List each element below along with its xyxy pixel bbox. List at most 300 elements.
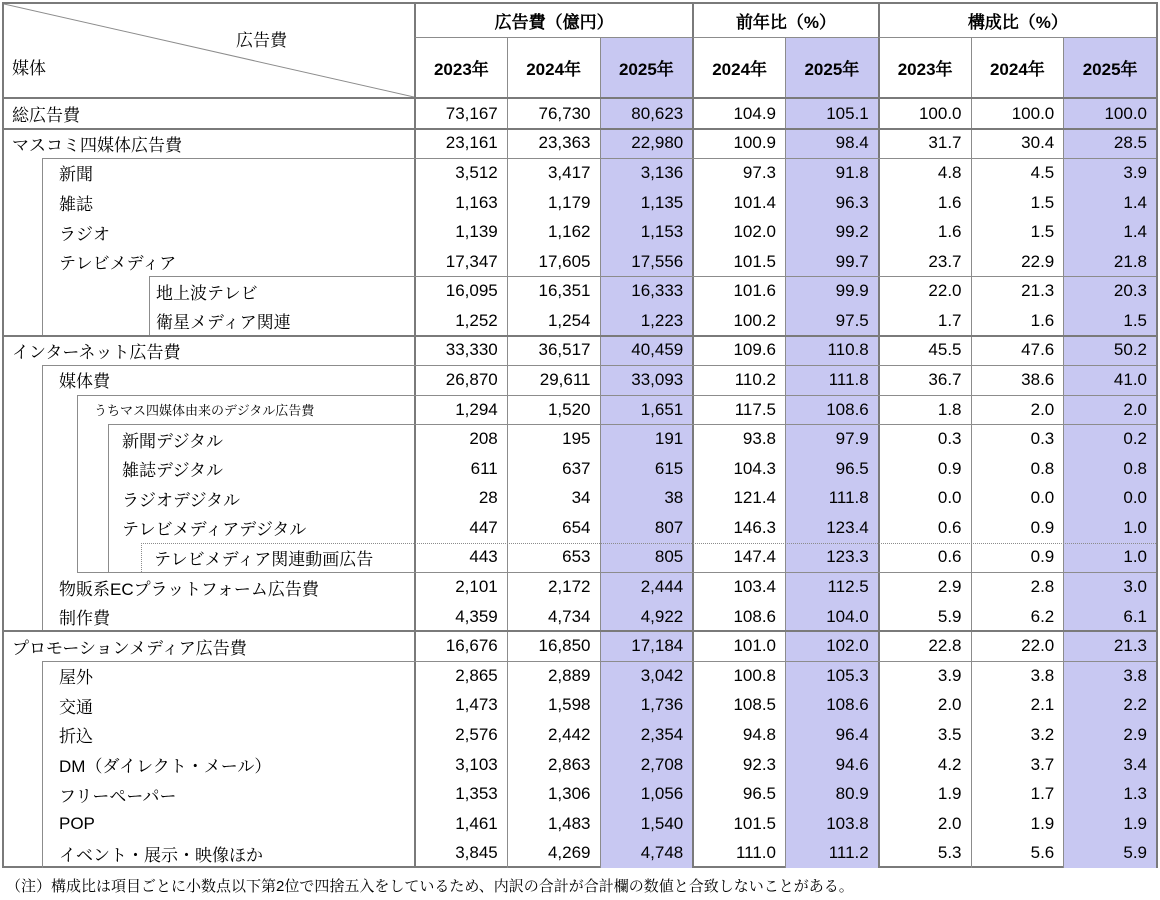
value-cell-cost-2024: 2,889 bbox=[507, 661, 600, 691]
row-label: ラジオ bbox=[59, 224, 110, 244]
value-cell-share-2025: 3.4 bbox=[1063, 750, 1156, 780]
value-cell-share-2024: 1.5 bbox=[971, 188, 1064, 218]
value-cell-cost-2023: 447 bbox=[414, 513, 507, 543]
value-cell-cost-2023: 2,576 bbox=[414, 720, 507, 750]
row-label-cell bbox=[4, 602, 414, 632]
value-cell-share-2025: 50.2 bbox=[1063, 336, 1156, 366]
value-cell-share-2025: 1.0 bbox=[1063, 543, 1156, 573]
value-cell-share-2024: 3.7 bbox=[971, 750, 1064, 780]
value-cell-share-2025: 3.0 bbox=[1063, 572, 1156, 602]
value-cell-share-2024: 30.4 bbox=[971, 129, 1064, 159]
value-cell-cost-2025: 80,623 bbox=[600, 99, 693, 129]
value-cell-yoy-2024: 103.4 bbox=[692, 572, 785, 602]
row-label-cell bbox=[4, 365, 414, 395]
table-row bbox=[4, 572, 1156, 602]
value-cell-yoy-2025: 112.5 bbox=[785, 572, 878, 602]
table-row bbox=[4, 691, 1156, 721]
indent-guide-line bbox=[42, 484, 43, 514]
row-label: 地上波テレビ bbox=[156, 283, 258, 303]
row-separator-line bbox=[4, 335, 1156, 337]
value-cell-cost-2023: 3,845 bbox=[414, 838, 507, 868]
value-cell-share-2023: 23.7 bbox=[878, 247, 971, 277]
indent-guide-line bbox=[149, 306, 150, 336]
value-cell-cost-2025: 4,922 bbox=[600, 602, 693, 632]
row-separator-line bbox=[42, 365, 1156, 366]
value-cell-cost-2023: 16,676 bbox=[414, 631, 507, 661]
indent-guide-line bbox=[77, 395, 78, 425]
indent-guide-line bbox=[42, 276, 43, 306]
table-row bbox=[4, 454, 1156, 484]
value-cell-cost-2025: 1,056 bbox=[600, 779, 693, 809]
row-label: うちマス四媒体由来のデジタル広告費 bbox=[94, 403, 315, 419]
row-separator-line bbox=[4, 128, 1156, 130]
value-cell-share-2023: 4.8 bbox=[878, 158, 971, 188]
value-cell-cost-2025: 2,444 bbox=[600, 572, 693, 602]
row-label-cell bbox=[4, 395, 414, 425]
value-cell-share-2025: 0.2 bbox=[1063, 424, 1156, 454]
value-cell-yoy-2025: 99.9 bbox=[785, 276, 878, 306]
indent-guide-line bbox=[42, 543, 43, 573]
value-cell-cost-2025: 17,556 bbox=[600, 247, 693, 277]
value-cell-yoy-2024: 102.0 bbox=[692, 217, 785, 247]
indent-guide-line bbox=[42, 513, 43, 543]
value-cell-cost-2024: 1,179 bbox=[507, 188, 600, 218]
value-cell-share-2024: 2.0 bbox=[971, 395, 1064, 425]
value-cell-cost-2023: 1,139 bbox=[414, 217, 507, 247]
value-cell-share-2024: 1.9 bbox=[971, 809, 1064, 839]
indent-guide-line bbox=[42, 395, 43, 425]
row-label: インターネット広告費 bbox=[12, 342, 181, 362]
value-cell-cost-2023: 1,461 bbox=[414, 809, 507, 839]
value-cell-yoy-2025: 97.5 bbox=[785, 306, 878, 336]
row-label: マスコミ四媒体広告費 bbox=[12, 135, 182, 155]
indent-guide-line bbox=[77, 543, 78, 573]
value-cell-yoy-2025: 123.4 bbox=[785, 513, 878, 543]
value-cell-cost-2024: 23,363 bbox=[507, 129, 600, 159]
row-label: POP bbox=[59, 813, 95, 833]
value-cell-share-2025: 6.1 bbox=[1063, 602, 1156, 632]
value-cell-cost-2023: 1,252 bbox=[414, 306, 507, 336]
value-cell-share-2023: 45.5 bbox=[878, 336, 971, 366]
row-label: 雑誌 bbox=[59, 195, 93, 215]
value-cell-yoy-2025: 91.8 bbox=[785, 158, 878, 188]
indent-guide-line bbox=[42, 661, 43, 691]
value-cell-cost-2024: 16,850 bbox=[507, 631, 600, 661]
year-header-cost-2023: 2023年 bbox=[414, 37, 507, 97]
value-cell-share-2025: 21.3 bbox=[1063, 631, 1156, 661]
row-label-cell bbox=[4, 306, 414, 336]
table-row bbox=[4, 602, 1156, 632]
value-cell-cost-2023: 2,865 bbox=[414, 661, 507, 691]
value-cell-share-2024: 0.3 bbox=[971, 424, 1064, 454]
value-cell-yoy-2024: 108.6 bbox=[692, 602, 785, 632]
table-row bbox=[4, 129, 1156, 159]
row-label: DM（ダイレクト・メール） bbox=[59, 757, 272, 776]
value-cell-share-2025: 1.4 bbox=[1063, 188, 1156, 218]
value-cell-yoy-2024: 101.6 bbox=[692, 276, 785, 306]
value-cell-share-2025: 100.0 bbox=[1063, 99, 1156, 129]
value-cell-share-2023: 1.8 bbox=[878, 395, 971, 425]
value-cell-share-2024: 0.9 bbox=[971, 543, 1064, 573]
value-cell-cost-2025: 1,651 bbox=[600, 395, 693, 425]
indent-guide-line bbox=[42, 720, 43, 750]
table-row bbox=[4, 247, 1156, 277]
value-cell-yoy-2024: 101.4 bbox=[692, 188, 785, 218]
value-cell-share-2025: 28.5 bbox=[1063, 129, 1156, 159]
value-cell-yoy-2025: 111.8 bbox=[785, 365, 878, 395]
value-cell-yoy-2024: 104.3 bbox=[692, 454, 785, 484]
row-separator-line bbox=[77, 395, 1156, 396]
row-label: 雑誌デジタル bbox=[122, 461, 223, 481]
value-cell-yoy-2024: 100.2 bbox=[692, 306, 785, 336]
value-cell-cost-2025: 22,980 bbox=[600, 129, 693, 159]
row-label-cell bbox=[4, 424, 414, 454]
value-cell-cost-2024: 653 bbox=[507, 543, 600, 573]
indent-guide-line bbox=[42, 809, 43, 839]
value-cell-yoy-2024: 108.5 bbox=[692, 691, 785, 721]
value-cell-share-2024: 47.6 bbox=[971, 336, 1064, 366]
group-header-cost: 広告費（億円） bbox=[414, 4, 692, 37]
table-row bbox=[4, 217, 1156, 247]
value-cell-cost-2025: 40,459 bbox=[600, 336, 693, 366]
value-cell-cost-2025: 16,333 bbox=[600, 276, 693, 306]
indent-guide-line bbox=[42, 306, 43, 336]
row-label-cell bbox=[4, 543, 414, 573]
table-row bbox=[4, 276, 1156, 306]
row-label: 折込 bbox=[59, 727, 93, 747]
row-label: 交通 bbox=[59, 697, 93, 717]
value-cell-cost-2023: 3,103 bbox=[414, 750, 507, 780]
value-cell-share-2023: 0.6 bbox=[878, 513, 971, 543]
table-header bbox=[4, 4, 1156, 99]
indent-guide-line bbox=[42, 217, 43, 247]
value-cell-share-2023: 2.0 bbox=[878, 691, 971, 721]
ad-expenditure-table bbox=[2, 2, 1158, 868]
value-cell-cost-2023: 1,294 bbox=[414, 395, 507, 425]
value-cell-share-2024: 2.1 bbox=[971, 691, 1064, 721]
value-cell-yoy-2025: 96.3 bbox=[785, 188, 878, 218]
row-label: 屋外 bbox=[59, 668, 93, 688]
value-cell-share-2023: 1.7 bbox=[878, 306, 971, 336]
value-cell-yoy-2025: 110.8 bbox=[785, 336, 878, 366]
value-cell-share-2025: 21.8 bbox=[1063, 247, 1156, 277]
value-cell-share-2024: 22.0 bbox=[971, 631, 1064, 661]
indent-guide-line bbox=[42, 365, 43, 395]
value-cell-yoy-2025: 108.6 bbox=[785, 395, 878, 425]
value-cell-share-2025: 2.2 bbox=[1063, 691, 1156, 721]
value-cell-share-2025: 3.9 bbox=[1063, 158, 1156, 188]
value-cell-cost-2025: 17,184 bbox=[600, 631, 693, 661]
value-cell-share-2023: 2.0 bbox=[878, 809, 971, 839]
row-label-cell bbox=[4, 484, 414, 514]
indent-guide-line bbox=[77, 454, 78, 484]
row-label-cell bbox=[4, 809, 414, 839]
value-cell-share-2025: 41.0 bbox=[1063, 365, 1156, 395]
value-cell-share-2024: 1.5 bbox=[971, 217, 1064, 247]
table-row bbox=[4, 838, 1156, 868]
row-label-cell bbox=[4, 247, 414, 277]
value-cell-yoy-2024: 110.2 bbox=[692, 365, 785, 395]
value-cell-cost-2023: 1,473 bbox=[414, 691, 507, 721]
value-cell-cost-2024: 2,863 bbox=[507, 750, 600, 780]
value-cell-share-2024: 0.9 bbox=[971, 513, 1064, 543]
value-cell-cost-2024: 16,351 bbox=[507, 276, 600, 306]
value-cell-share-2023: 1.6 bbox=[878, 188, 971, 218]
value-cell-share-2023: 36.7 bbox=[878, 365, 971, 395]
value-cell-yoy-2025: 111.8 bbox=[785, 484, 878, 514]
value-cell-cost-2024: 1,162 bbox=[507, 217, 600, 247]
value-cell-yoy-2025: 96.5 bbox=[785, 454, 878, 484]
value-cell-cost-2024: 1,483 bbox=[507, 809, 600, 839]
year-header-cost-2024: 2024年 bbox=[507, 37, 600, 97]
value-cell-share-2024: 38.6 bbox=[971, 365, 1064, 395]
value-cell-cost-2023: 73,167 bbox=[414, 99, 507, 129]
row-label-cell bbox=[4, 336, 414, 366]
row-label: 制作費 bbox=[59, 609, 110, 629]
value-cell-yoy-2024: 121.4 bbox=[692, 484, 785, 514]
value-cell-cost-2023: 1,353 bbox=[414, 779, 507, 809]
table-row bbox=[4, 779, 1156, 809]
row-label: テレビメディア bbox=[59, 254, 177, 274]
row-label-cell bbox=[4, 454, 414, 484]
value-cell-cost-2025: 1,135 bbox=[600, 188, 693, 218]
indent-guide-line bbox=[42, 750, 43, 780]
indent-guide-line bbox=[42, 572, 43, 602]
value-cell-cost-2024: 3,417 bbox=[507, 158, 600, 188]
value-cell-yoy-2024: 96.5 bbox=[692, 779, 785, 809]
value-cell-yoy-2024: 100.9 bbox=[692, 129, 785, 159]
row-separator-line bbox=[42, 158, 1156, 159]
indent-guide-line bbox=[108, 424, 109, 454]
indent-guide-line bbox=[42, 188, 43, 218]
value-cell-yoy-2025: 111.2 bbox=[785, 838, 878, 868]
value-cell-yoy-2024: 93.8 bbox=[692, 424, 785, 454]
value-cell-cost-2023: 1,163 bbox=[414, 188, 507, 218]
value-cell-cost-2024: 4,734 bbox=[507, 602, 600, 632]
value-cell-cost-2024: 76,730 bbox=[507, 99, 600, 129]
value-cell-cost-2024: 637 bbox=[507, 454, 600, 484]
value-cell-cost-2024: 195 bbox=[507, 424, 600, 454]
value-cell-cost-2025: 2,708 bbox=[600, 750, 693, 780]
value-cell-share-2024: 4.5 bbox=[971, 158, 1064, 188]
header-corner-cell bbox=[4, 4, 414, 97]
value-cell-share-2023: 0.9 bbox=[878, 454, 971, 484]
value-cell-yoy-2024: 100.8 bbox=[692, 661, 785, 691]
diagonal-divider-line bbox=[4, 4, 414, 97]
row-label: テレビメディアデジタル bbox=[122, 520, 307, 540]
value-cell-cost-2023: 611 bbox=[414, 454, 507, 484]
table-row bbox=[4, 188, 1156, 218]
corner-label-cost: 広告費 bbox=[236, 31, 287, 50]
value-cell-cost-2025: 38 bbox=[600, 484, 693, 514]
row-label: 新聞 bbox=[59, 165, 93, 185]
row-label-cell bbox=[4, 691, 414, 721]
indent-guide-line bbox=[42, 454, 43, 484]
value-cell-yoy-2024: 146.3 bbox=[692, 513, 785, 543]
row-label-cell bbox=[4, 720, 414, 750]
value-cell-cost-2024: 2,442 bbox=[507, 720, 600, 750]
value-cell-cost-2024: 34 bbox=[507, 484, 600, 514]
value-cell-cost-2024: 1,254 bbox=[507, 306, 600, 336]
table-row bbox=[4, 306, 1156, 336]
value-cell-cost-2023: 4,359 bbox=[414, 602, 507, 632]
value-cell-share-2025: 0.8 bbox=[1063, 454, 1156, 484]
table-row bbox=[4, 99, 1156, 129]
value-cell-yoy-2025: 80.9 bbox=[785, 779, 878, 809]
row-label-cell bbox=[4, 750, 414, 780]
table-row bbox=[4, 631, 1156, 661]
value-cell-yoy-2025: 103.8 bbox=[785, 809, 878, 839]
value-cell-cost-2024: 2,172 bbox=[507, 572, 600, 602]
table-row bbox=[4, 365, 1156, 395]
row-label-cell bbox=[4, 513, 414, 543]
row-label-cell bbox=[4, 779, 414, 809]
row-label-cell bbox=[4, 158, 414, 188]
value-cell-cost-2025: 615 bbox=[600, 454, 693, 484]
indent-guide-line bbox=[77, 513, 78, 543]
value-cell-cost-2025: 805 bbox=[600, 543, 693, 573]
value-cell-share-2025: 1.3 bbox=[1063, 779, 1156, 809]
row-label-cell bbox=[4, 572, 414, 602]
value-cell-share-2024: 5.6 bbox=[971, 838, 1064, 868]
row-label-cell bbox=[4, 188, 414, 218]
value-cell-yoy-2024: 147.4 bbox=[692, 543, 785, 573]
value-cell-share-2024: 3.8 bbox=[971, 661, 1064, 691]
value-cell-share-2023: 22.8 bbox=[878, 631, 971, 661]
value-cell-cost-2024: 36,517 bbox=[507, 336, 600, 366]
value-cell-yoy-2024: 101.0 bbox=[692, 631, 785, 661]
table-row bbox=[4, 543, 1156, 573]
value-cell-cost-2025: 3,136 bbox=[600, 158, 693, 188]
value-cell-share-2025: 20.3 bbox=[1063, 276, 1156, 306]
value-cell-cost-2025: 2,354 bbox=[600, 720, 693, 750]
table-row bbox=[4, 809, 1156, 839]
value-cell-cost-2024: 1,598 bbox=[507, 691, 600, 721]
row-label: 新聞デジタル bbox=[122, 431, 223, 451]
value-cell-cost-2023: 2,101 bbox=[414, 572, 507, 602]
value-cell-cost-2025: 191 bbox=[600, 424, 693, 454]
row-label: イベント・展示・映像ほか bbox=[59, 845, 263, 865]
row-label: 衛星メディア関連 bbox=[156, 313, 291, 333]
value-cell-yoy-2025: 97.9 bbox=[785, 424, 878, 454]
row-label-cell bbox=[4, 217, 414, 247]
value-cell-share-2023: 1.9 bbox=[878, 779, 971, 809]
value-cell-share-2023: 31.7 bbox=[878, 129, 971, 159]
row-label: 物販系ECプラットフォーム広告費 bbox=[59, 579, 319, 599]
row-separator-line bbox=[141, 543, 1156, 544]
row-label-cell bbox=[4, 661, 414, 691]
indent-guide-line bbox=[42, 424, 43, 454]
indent-guide-line bbox=[141, 543, 142, 573]
value-cell-share-2025: 2.9 bbox=[1063, 720, 1156, 750]
value-cell-share-2024: 2.8 bbox=[971, 572, 1064, 602]
value-cell-cost-2025: 4,748 bbox=[600, 838, 693, 868]
value-cell-cost-2024: 1,520 bbox=[507, 395, 600, 425]
value-cell-share-2023: 1.6 bbox=[878, 217, 971, 247]
indent-guide-line bbox=[77, 424, 78, 454]
group-header-share: 構成比（%） bbox=[878, 4, 1156, 37]
indent-guide-line bbox=[108, 513, 109, 543]
value-cell-cost-2025: 1,223 bbox=[600, 306, 693, 336]
group-header-yoy: 前年比（%） bbox=[692, 4, 878, 37]
value-cell-cost-2025: 3,042 bbox=[600, 661, 693, 691]
row-separator-line bbox=[149, 276, 1156, 277]
value-cell-share-2025: 1.4 bbox=[1063, 217, 1156, 247]
value-cell-share-2024: 0.0 bbox=[971, 484, 1064, 514]
row-label: テレビメディア関連動画広告 bbox=[154, 549, 374, 569]
value-cell-cost-2025: 33,093 bbox=[600, 365, 693, 395]
value-cell-yoy-2024: 92.3 bbox=[692, 750, 785, 780]
value-cell-yoy-2025: 105.1 bbox=[785, 99, 878, 129]
value-cell-share-2025: 3.8 bbox=[1063, 661, 1156, 691]
row-separator-line bbox=[42, 661, 1156, 662]
year-header-share-2023: 2023年 bbox=[878, 37, 971, 97]
value-cell-cost-2023: 23,161 bbox=[414, 129, 507, 159]
row-label-cell bbox=[4, 631, 414, 661]
value-cell-yoy-2024: 94.8 bbox=[692, 720, 785, 750]
indent-guide-line bbox=[42, 158, 43, 188]
table-row bbox=[4, 158, 1156, 188]
table-row bbox=[4, 336, 1156, 366]
row-separator-line bbox=[77, 572, 1156, 573]
value-cell-share-2023: 2.9 bbox=[878, 572, 971, 602]
row-label: 総広告費 bbox=[12, 106, 80, 126]
value-cell-share-2025: 1.5 bbox=[1063, 306, 1156, 336]
indent-guide-line bbox=[77, 484, 78, 514]
indent-guide-line bbox=[42, 602, 43, 632]
year-header-cost-2025: 2025年 bbox=[600, 37, 693, 97]
row-label-cell bbox=[4, 129, 414, 159]
value-cell-share-2024: 100.0 bbox=[971, 99, 1064, 129]
row-separator-line bbox=[108, 424, 1156, 425]
value-cell-yoy-2024: 109.6 bbox=[692, 336, 785, 366]
value-cell-cost-2025: 1,153 bbox=[600, 217, 693, 247]
value-cell-share-2024: 1.6 bbox=[971, 306, 1064, 336]
indent-guide-line bbox=[108, 543, 109, 573]
value-cell-cost-2023: 208 bbox=[414, 424, 507, 454]
row-label-cell bbox=[4, 99, 414, 129]
indent-guide-line bbox=[42, 838, 43, 868]
value-cell-cost-2023: 33,330 bbox=[414, 336, 507, 366]
value-cell-yoy-2024: 101.5 bbox=[692, 809, 785, 839]
value-cell-cost-2024: 1,306 bbox=[507, 779, 600, 809]
value-cell-cost-2025: 807 bbox=[600, 513, 693, 543]
value-cell-yoy-2024: 111.0 bbox=[692, 838, 785, 868]
value-cell-yoy-2025: 98.4 bbox=[785, 129, 878, 159]
value-cell-yoy-2025: 104.0 bbox=[785, 602, 878, 632]
year-header-yoy-2024: 2024年 bbox=[692, 37, 785, 97]
row-label: プロモーションメディア広告費 bbox=[12, 638, 247, 658]
row-label: ラジオデジタル bbox=[122, 490, 240, 510]
footnote: （注）構成比は項目ごとに小数点以下第2位で四捨五入をしているため、内訳の合計が合計欄の数値と合致しないことがある。 bbox=[6, 878, 854, 895]
value-cell-share-2025: 2.0 bbox=[1063, 395, 1156, 425]
value-cell-cost-2025: 1,540 bbox=[600, 809, 693, 839]
value-cell-share-2023: 0.3 bbox=[878, 424, 971, 454]
indent-guide-line bbox=[42, 691, 43, 721]
value-cell-cost-2023: 16,095 bbox=[414, 276, 507, 306]
value-cell-share-2023: 4.2 bbox=[878, 750, 971, 780]
value-cell-yoy-2025: 108.6 bbox=[785, 691, 878, 721]
value-cell-share-2023: 22.0 bbox=[878, 276, 971, 306]
table-row bbox=[4, 484, 1156, 514]
year-header-share-2025: 2025年 bbox=[1063, 37, 1156, 97]
value-cell-cost-2024: 29,611 bbox=[507, 365, 600, 395]
value-cell-share-2023: 0.6 bbox=[878, 543, 971, 573]
value-cell-yoy-2024: 101.5 bbox=[692, 247, 785, 277]
value-cell-yoy-2025: 94.6 bbox=[785, 750, 878, 780]
value-cell-share-2024: 0.8 bbox=[971, 454, 1064, 484]
value-cell-share-2025: 0.0 bbox=[1063, 484, 1156, 514]
